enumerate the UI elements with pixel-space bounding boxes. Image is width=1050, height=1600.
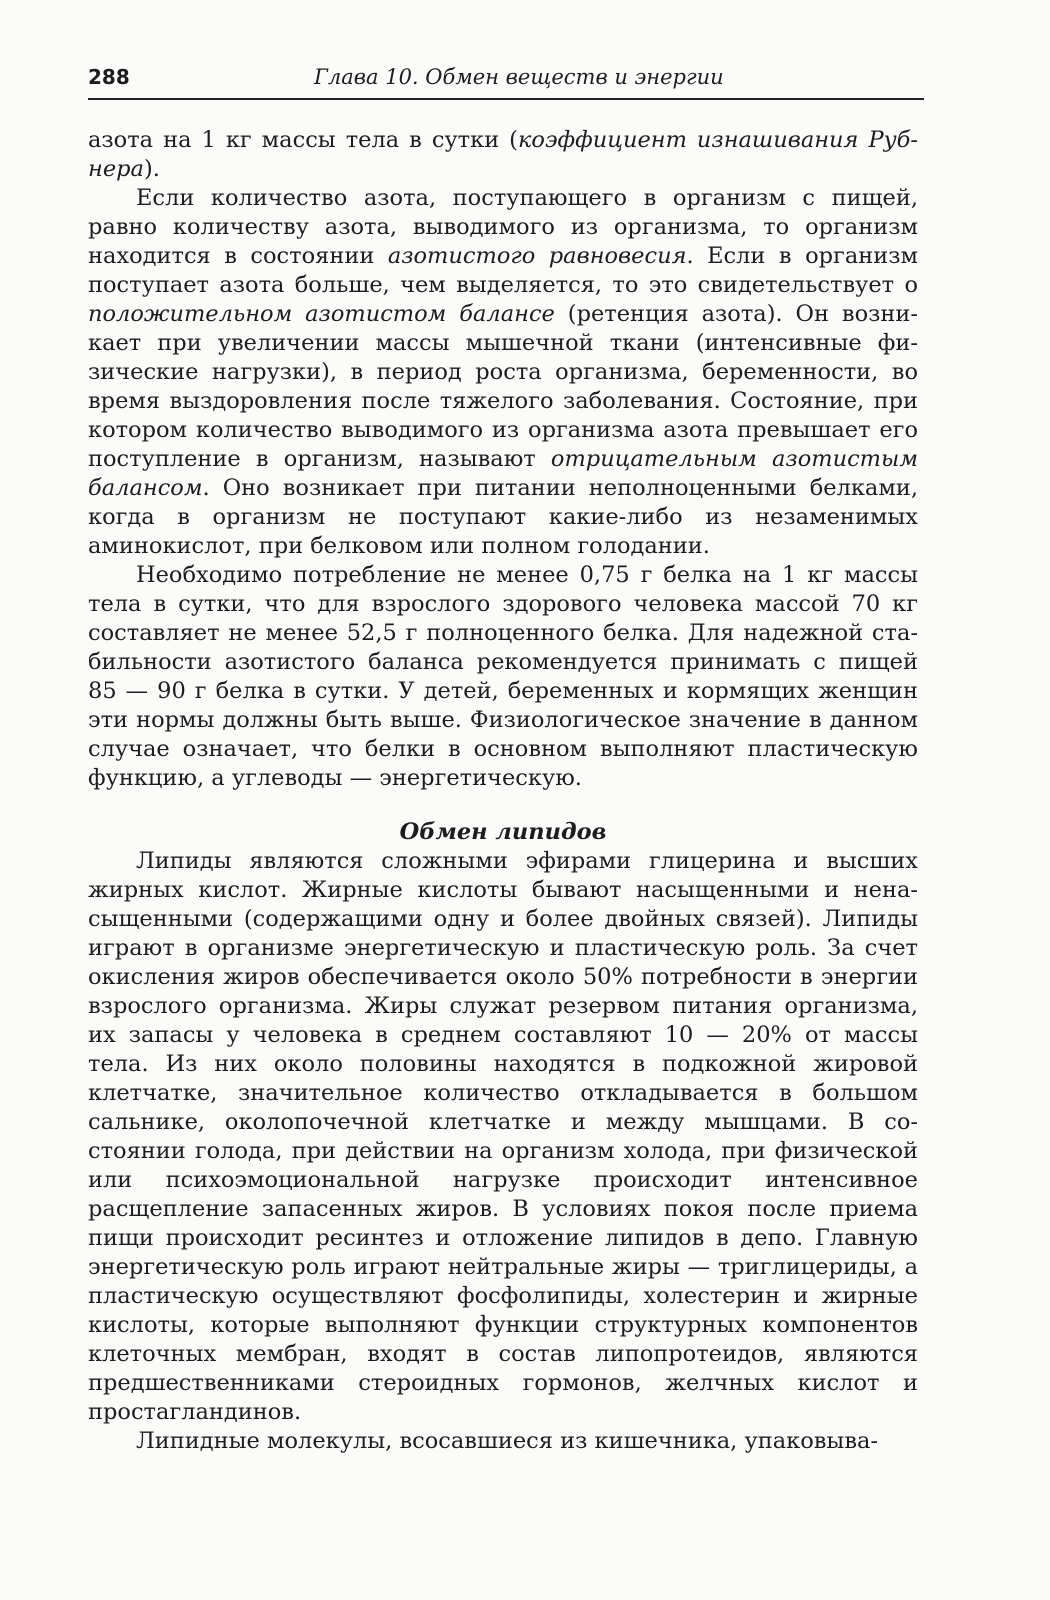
paragraph	[88, 847, 918, 1427]
emphasized-term: положительном азотистом балансе	[88, 301, 555, 327]
text-run: Необходимо потребление не менее 0,75 г белка на 1 кг массы тела в сутки, что для взрослого здорового человека массой 70 кг составляет не менее 52,5 г полноценного белка. Для надежной стабильности азотистого баланса рекомендуется принимать с пищей 85 — 90 г белка в сутки. У детей, беременных и кормящих женщин эти нормы должны быть выше. Физиологическое значение в данном случае означает, что белки в основном выполняют пластическую функцию, а углеводы — энергетическую.	[88, 562, 918, 791]
emphasized-term: азотистого равновесия	[387, 243, 687, 269]
text-run: (ретенция азота). Он возникает при увеличении массы мышечной ткани (интенсивные физические нагрузки), в период роста организма, беременности, во время выздоровления после тяжелого заболевания. Состояние, при котором количество выводимого из организма азота превышает его поступление в организм, называют	[88, 301, 918, 472]
text-run: Липиды являются сложными эфирами глицерина и высших жирных кислот. Жирные кислоты бывают насыщенными и ненасыщенными (содержащими одну и более двойных связей). Липиды играют в организме энергетическую и пластическую роль. За счет окисления жиров обеспечивается около 50% потребности в энергии взрослого организма. Жиры служат резервом питания организма, их запасы у человека в среднем составляют 10 — 20% от массы тела. Из них около половины находятся в подкожной жировой клетчатке, значительное количество откладывается в большом сальнике, околопочечной клетчатке и между мышцами. В состоянии голода, при действии на организм холода, при физической или психоэмоциональной нагрузке происходит интенсивное расщепление запасенных жиров. В условиях покоя после приема пищи происходит ресинтез и отложение липидов в депо. Главную энергетическую роль играют нейтральные жиры — триглицериды, а пластическую осуществляют фосфолипиды, холестерин и жирные кислоты, которые выполняют функции структурных компонентов клеточных мембран, входят в состав липопротеидов, являются предшественниками стероидных гормонов, желчных кислот и простагландинов.	[88, 848, 918, 1425]
paragraph	[88, 126, 918, 184]
text-run: азота на 1 кг массы тела в сутки (	[88, 127, 518, 153]
section-title: Обмен липидов	[399, 819, 607, 845]
running-title: Глава 10. Обмен веществ и энергии	[314, 65, 724, 89]
text-run: . Если в организм поступает азота больше, чем выделяется, то это свидетельствует о	[88, 243, 919, 298]
paragraph	[88, 561, 918, 793]
body-text	[88, 126, 918, 1456]
text-run: Если количество азота, поступающего в организм с пищей, равно количеству азота, выводимого из организма, то организм находится в состоянии	[88, 185, 918, 269]
paragraph	[88, 1427, 918, 1456]
page-header	[88, 62, 924, 100]
emphasized-term: коэффициент изнашивания Рубнера	[88, 127, 918, 182]
page-number: 288	[88, 65, 130, 89]
emphasized-term: отрицательным азотистым балансом	[88, 446, 918, 501]
text-run: . Оно возникает при питании неполноценными белками, когда в организм не поступают какие-либо из незаменимых аминокислот, при белковом или полном голодании.	[88, 475, 918, 559]
text-run: Липидные молекулы, всосавшиеся из кишечника, упаковыва-	[136, 1428, 879, 1454]
paragraph	[88, 184, 918, 561]
text-run: ).	[143, 156, 160, 182]
